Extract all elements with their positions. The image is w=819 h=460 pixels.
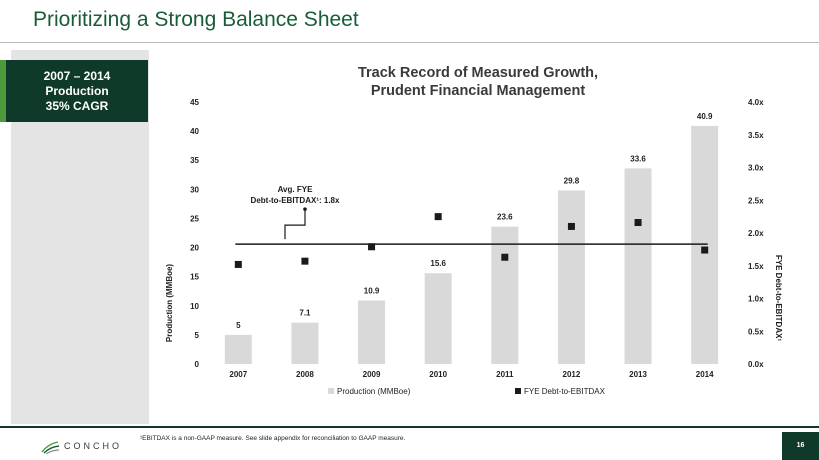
left-axis-ticks	[190, 98, 199, 369]
production-data-label: 29.8	[563, 176, 580, 186]
logo-text: CONCHO	[64, 441, 122, 451]
average-label-line1: Avg. FYE	[277, 185, 313, 195]
average-label-line2: Debt-to-EBITDAX¹: 1.8x	[250, 196, 340, 206]
callout-cagr: 35% CAGR	[45, 99, 109, 113]
x-axis-labels	[229, 370, 714, 379]
leverage-marker	[501, 254, 508, 261]
page-number: 16	[782, 432, 819, 460]
footnote: ¹EBITDAX is a non-GAAP measure. See slide appendix for reconciliation to GAAP measure.	[140, 435, 406, 442]
average-label-leader	[285, 209, 305, 239]
production-data-label: 33.6	[630, 154, 646, 164]
leverage-marker	[635, 219, 642, 226]
production-callout	[6, 60, 148, 122]
production-bar	[691, 126, 718, 364]
average-label-dot	[303, 207, 307, 211]
x-axis-label: 2008	[296, 370, 314, 379]
production-bar	[225, 335, 252, 364]
right-tick-label: 0.5x	[748, 327, 764, 337]
right-tick-label: 2.5x	[748, 196, 764, 206]
right-axis-title: FYE Debt-to-EBITDAX¹	[774, 254, 783, 342]
right-tick-label: 1.0x	[748, 294, 764, 304]
left-tick-label: 35	[190, 156, 199, 166]
chart-legend	[328, 387, 606, 396]
left-tick-label: 5	[194, 330, 199, 340]
slide-title: Prioritizing a Strong Balance Sheet	[33, 8, 359, 31]
left-tick-label: 10	[190, 301, 199, 311]
legend-leverage-label: FYE Debt-to-EBITDAX	[524, 387, 605, 396]
logo-mark-icon	[40, 440, 60, 454]
x-axis-label: 2010	[429, 370, 448, 379]
right-tick-label: 3.5x	[748, 130, 764, 140]
left-tick-label: 20	[190, 243, 199, 253]
title-divider	[0, 42, 819, 43]
leverage-marker	[701, 247, 708, 254]
production-bar	[625, 168, 652, 364]
x-axis-label: 2007	[229, 370, 248, 379]
leverage-marker	[435, 213, 442, 220]
right-tick-label: 3.0x	[748, 163, 764, 173]
x-axis-label: 2013	[629, 370, 647, 379]
production-data-label: 40.9	[696, 111, 713, 121]
callout-period: 2007 – 2014	[43, 69, 111, 83]
callout-metric: Production	[45, 84, 109, 98]
leverage-marker	[568, 223, 575, 230]
left-tick-label: 45	[190, 98, 199, 107]
x-axis-label: 2009	[362, 370, 381, 379]
chart-subtitle: Prudent Financial Management	[370, 83, 586, 99]
legend-production-swatch	[328, 388, 334, 394]
production-data-label: 15.6	[430, 259, 446, 269]
leverage-marker	[301, 258, 308, 265]
production-bar	[291, 323, 318, 364]
production-data-label: 7.1	[299, 308, 311, 318]
left-axis-title: Production (MMBoe)	[165, 263, 174, 343]
left-tick-label: 30	[190, 185, 199, 195]
x-axis-label: 2014	[695, 370, 714, 379]
right-tick-label: 0.0x	[748, 360, 764, 369]
production-data-label: 5	[236, 320, 241, 330]
legend-leverage-swatch	[515, 388, 521, 394]
x-axis-label: 2012	[562, 370, 581, 379]
left-tick-label: 0	[194, 360, 199, 369]
right-axis-ticks	[748, 98, 764, 369]
production-leverage-chart	[150, 50, 790, 420]
callout-accent-bar	[0, 60, 6, 122]
leverage-marker	[368, 243, 375, 250]
legend-production-label: Production (MMBoe)	[337, 387, 411, 396]
x-axis-label: 2011	[496, 370, 514, 379]
right-tick-label: 4.0x	[748, 98, 764, 107]
production-bar	[558, 190, 585, 364]
footer-divider	[0, 426, 819, 428]
left-tick-label: 15	[190, 272, 199, 282]
production-bar	[358, 301, 385, 364]
right-tick-label: 1.5x	[748, 261, 764, 271]
production-bar	[425, 273, 452, 364]
left-tick-label: 40	[190, 127, 199, 137]
leverage-marker	[235, 261, 242, 268]
left-tick-label: 25	[190, 214, 199, 224]
chart-title: Track Record of Measured Growth,	[357, 65, 599, 81]
production-data-label: 23.6	[497, 212, 513, 222]
right-tick-label: 2.0x	[748, 229, 764, 238]
production-bar	[491, 227, 518, 364]
production-data-label: 10.9	[363, 286, 380, 296]
